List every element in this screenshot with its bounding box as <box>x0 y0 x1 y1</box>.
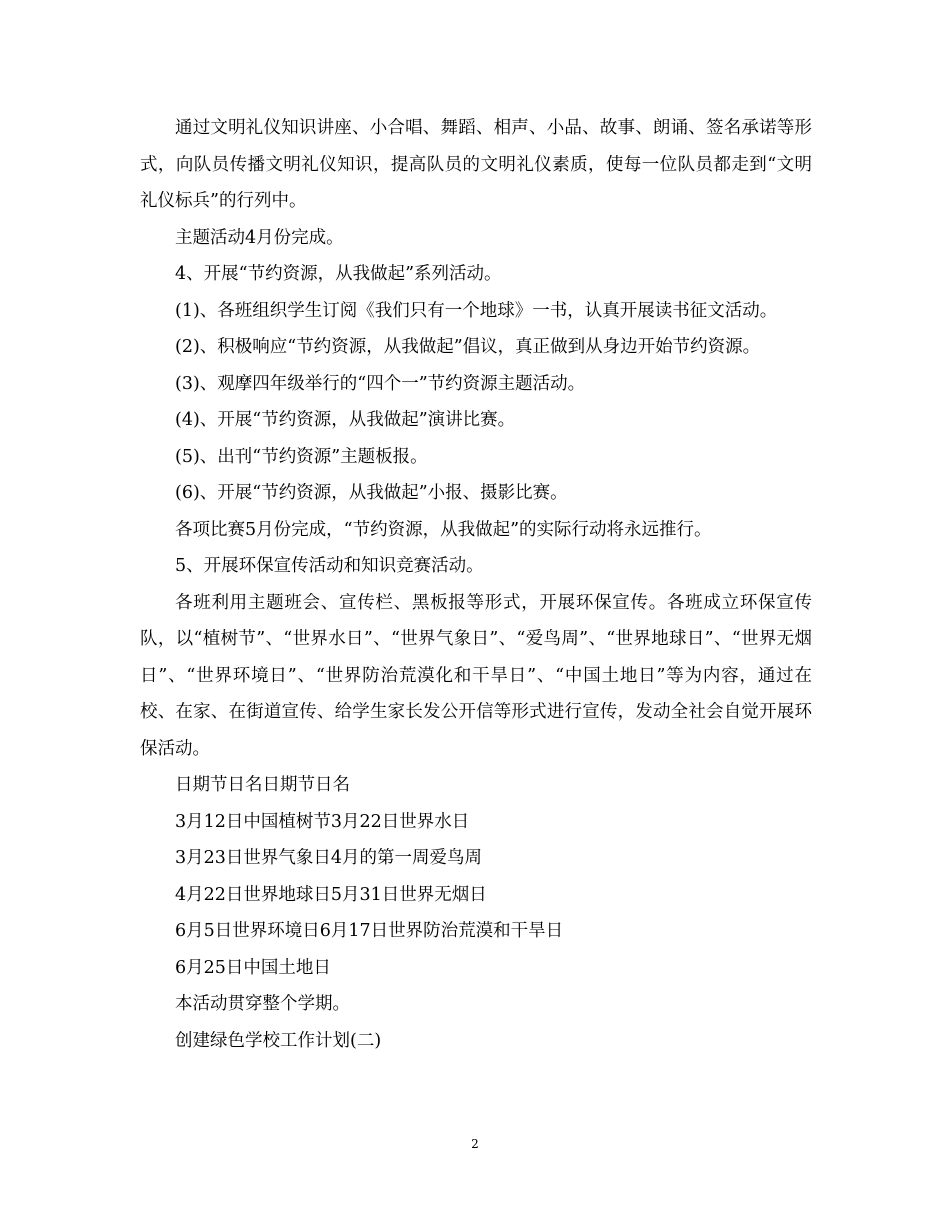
paragraph-completion-may: 各项比赛5月份完成，“节约资源，从我做起”的实际行动将永远推行。 <box>175 519 712 540</box>
paragraph-semester: 本活动贯穿整个学期。 <box>175 994 350 1014</box>
date-line: 3月12日中国植树节3月22日世界水日 <box>175 811 470 832</box>
list-item-6: (6)、开展“节约资源，从我做起”小报、摄影比赛。 <box>175 483 568 503</box>
table-header-line: 日期节日名日期节日名 <box>175 775 350 795</box>
list-item-1: (1)、各班组织学生订阅《我们只有一个地球》一书，认真开展读书征文活动。 <box>175 300 778 321</box>
document-body <box>140 110 812 1059</box>
paragraph-completion-april: 主题活动4月份完成。 <box>175 227 344 248</box>
list-item-5: (5)、出刊“节约资源”主题板报。 <box>175 446 428 467</box>
paragraph-intro: 通过文明礼仪知识讲座、小合唱、舞蹈、相声、小品、故事、朗诵、签名承诺等形式，向队员传播文明礼仪知识，提高队员的文明礼仪素质，使每一位队员都走到“文明礼仪标兵”的行列中。 <box>140 118 812 211</box>
paragraph-env-publicity: 各班利用主题班会、宣传栏、黑板报等形式，开展环保宣传。各班成立环保宣传队，以“植树节”、“世界水日”、“世界气象日”、“爱鸟周”、“世界地球日”、“世界无烟日”、“世界环境日”、“世界防治荒漠化和干旱日”、“中国土地日”等为内容，通过在校、在家、在街道宣传、给学生家长发公开信等形式进行宣传，发动全社会自觉开展环保活动。 <box>140 592 812 759</box>
date-line: 3月23日世界气象日4月的第一周爱鸟周 <box>175 848 483 868</box>
page-number: 2 <box>471 1137 479 1151</box>
section-heading-5: 5、开展环保宣传活动和知识竞赛活动。 <box>175 556 484 576</box>
list-item-4: (4)、开展“节约资源，从我做起”演讲比赛。 <box>175 410 516 430</box>
date-line: 6月25日中国土地日 <box>175 957 331 978</box>
section-heading-4: 4、开展“节约资源，从我做起”系列活动。 <box>175 264 502 284</box>
list-item-2: (2)、积极响应“节约资源，从我做起”倡议，真正做到从身边开始节约资源。 <box>175 337 761 357</box>
date-line: 6月5日世界环境日6月17日世界防治荒漠和干旱日 <box>175 921 564 941</box>
list-item-3: (3)、观摩四年级举行的“四个一”节约资源主题活动。 <box>175 373 586 394</box>
date-line: 4月22日世界地球日5月31日世界无烟日 <box>175 884 487 905</box>
next-section-title: 创建绿色学校工作计划(二) <box>175 1030 382 1051</box>
